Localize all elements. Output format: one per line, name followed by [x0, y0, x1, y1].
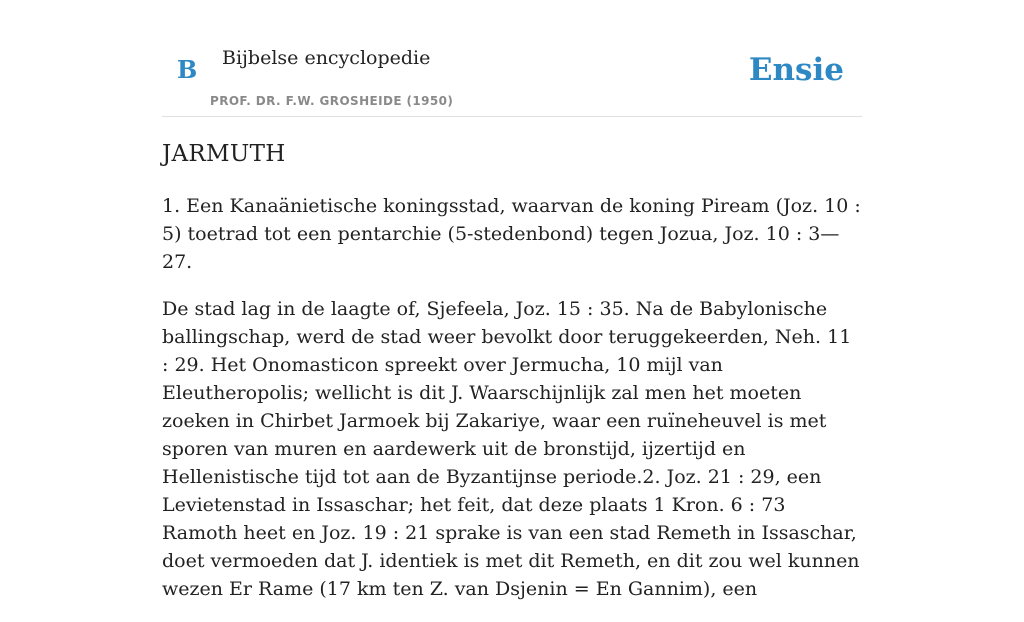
entry-paragraph-2: De stad lag in de laagte of, Sjefeela, Joz. 15 : 35. Na de Babylonische ballingschap, werd de stad weer bevolkt door teruggekeerden, Neh. 11 : 29. Het Onomasticon spreekt over Jermucha, 10 mijl van Eleutheropolis; wellicht is dit J. Waarschijnlijk zal men het moeten zoeken in Chirbet Jarmoek bij Zakariye, waar een ruïneheuvel is met sporen van muren en aardewerk uit de bronstijd, ijzertijd en Hellenistische tijd tot aan de Byzantijnse periode.2. Joz. 21 : 29, een Levietenstad in Issaschar; het feit, dat deze plaats 1 Kron. 6 : 73 Ramoth heet en Joz. 19 : 21 sprake is van een stad Remeth in Issaschar, doet vermoeden dat J. identiek is met dit Remeth, en dit zou wel kunnen wezen Er Rame (17 km ten Z. van Dsjenin = En Gannim), een	[162, 298, 860, 600]
entry-body	[162, 192, 862, 622]
book-initial-icon[interactable]: B	[177, 55, 198, 84]
header	[162, 0, 862, 117]
entry-title: JARMUTH	[162, 141, 286, 167]
entry-paragraph-1: 1. Een Kanaänietische koningsstad, waarvan de koning Piream (Joz. 10 : 5) toetrad tot een pentarchie (5-stedenbond) tegen Jozua, Joz. 10 : 3—27.	[162, 195, 861, 273]
book-title[interactable]: Bijbelse encyclopedie	[222, 47, 431, 69]
page	[162, 0, 862, 600]
brand-logo[interactable]: Ensie	[748, 52, 844, 88]
book-author: PROF. DR. F.W. GROSHEIDE (1950)	[210, 94, 454, 108]
